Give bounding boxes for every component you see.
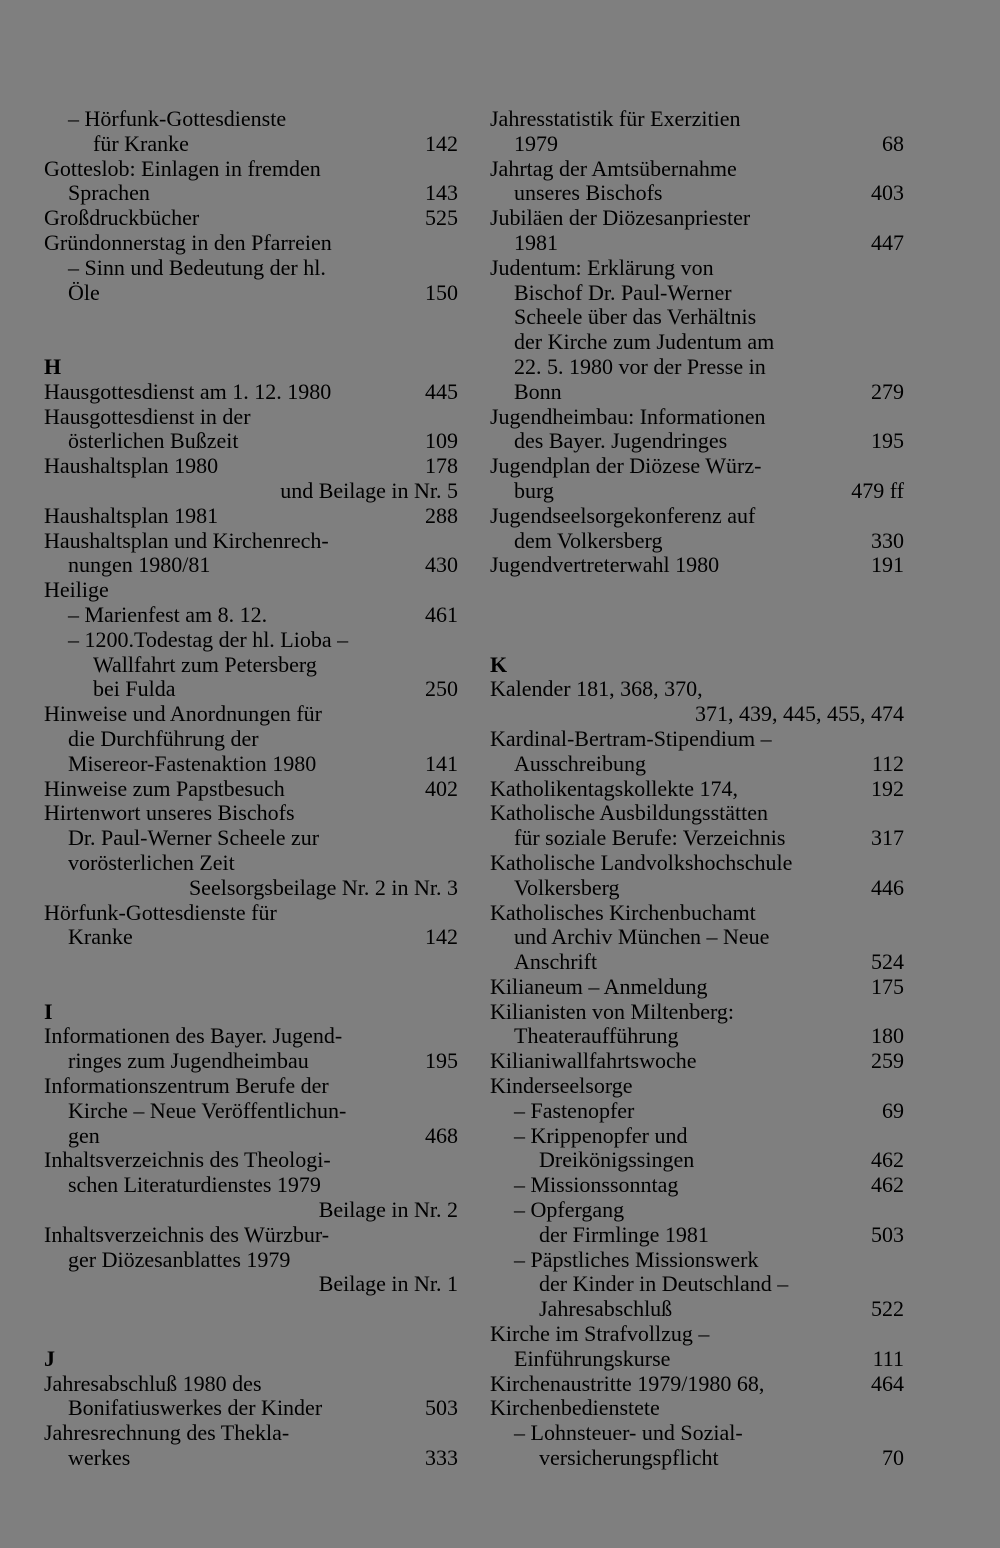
entry-text: Hörfunk-Gottesdienste für: [44, 899, 277, 925]
entry-text: und Archiv München – Neue: [514, 924, 770, 950]
index-entry-line: [490, 256, 904, 281]
entry-text: vorösterlichen Zeit: [68, 849, 235, 875]
index-entry-line: [44, 107, 458, 132]
entry-text: Jubiläen der Diözesanpriester: [490, 205, 751, 231]
index-entry-line: [44, 901, 458, 926]
index-entry-line: [44, 132, 458, 157]
index-entry-line: [490, 1272, 904, 1297]
entry-text: Theateraufführung: [514, 1023, 679, 1049]
index-entry-line: [490, 355, 904, 380]
entry-text: – Opfergang: [514, 1197, 625, 1223]
entry-text: Beilage in Nr. 1: [318, 1271, 458, 1297]
entry-text: der Firmlinge 1981: [539, 1221, 709, 1247]
entry-text: Bonn: [514, 378, 562, 404]
entry-text: Seelsorgsbeilage Nr. 2 in Nr. 3: [188, 874, 458, 900]
index-entry-line: [490, 1024, 904, 1049]
entry-text: Hausgottesdienst am 1. 12. 1980: [44, 378, 332, 404]
page-number: 468: [425, 1122, 458, 1148]
page-number: 522: [871, 1296, 904, 1322]
index-entry-line: [490, 1347, 904, 1372]
index-entry-line: [44, 578, 458, 603]
entry-text: Scheele über das Verhältnis: [514, 304, 757, 330]
page-number: 447: [871, 229, 904, 255]
page-number: 446: [871, 874, 904, 900]
index-entry-line: [490, 975, 904, 1000]
index-entry-line: [490, 405, 904, 430]
index-entry-line: [44, 801, 458, 826]
index-entry-line: [490, 1421, 904, 1446]
page-number: 143: [425, 180, 458, 206]
section-letter: J: [44, 1345, 55, 1371]
index-entry-line: [490, 901, 904, 926]
index-entry-line: [490, 876, 904, 901]
entry-text: die Durchführung der: [68, 725, 259, 751]
index-entry-line: [44, 677, 458, 702]
entry-text: österlichen Bußzeit: [68, 428, 239, 454]
page-number: 192: [871, 775, 904, 801]
spacer: [44, 975, 458, 1000]
page-number: 525: [425, 205, 458, 231]
entry-text: Anschrift: [514, 949, 598, 975]
index-entry-line: [44, 1272, 458, 1297]
index-entry-line: [490, 479, 904, 504]
entry-text: des Bayer. Jugendringes: [514, 428, 728, 454]
page-number: 330: [871, 527, 904, 553]
index-entry-line: [44, 826, 458, 851]
entry-text: Dr. Paul-Werner Scheele zur: [68, 825, 320, 851]
index-entry-line: [490, 1000, 904, 1025]
entry-text: gen: [68, 1122, 100, 1148]
index-entry-line: [490, 1297, 904, 1322]
entry-text: Volkersberg: [514, 874, 620, 900]
spacer: [490, 578, 904, 603]
entry-text: 1981: [514, 229, 558, 255]
entry-text: bei Fulda: [93, 676, 176, 702]
entry-text: und Beilage in Nr. 5: [280, 477, 458, 503]
entry-text: burg: [514, 477, 554, 503]
entry-text: Großdruckbücher: [44, 205, 200, 231]
index-entry-line: [490, 206, 904, 231]
index-entry-line: [490, 677, 904, 702]
entry-text: – Päpstliches Missionswerk: [514, 1246, 759, 1272]
index-entry-line: [44, 1223, 458, 1248]
entry-text: Gründonnerstag in den Pfarreien: [44, 229, 332, 255]
entry-text: Kilianiwallfahrtswoche: [490, 1048, 697, 1074]
entry-text: Hinweise zum Papstbesuch: [44, 775, 285, 801]
entry-text: dem Volkersberg: [514, 527, 663, 553]
page-number: 462: [871, 1147, 904, 1173]
index-entry-line: [44, 181, 458, 206]
entry-text: Bischof Dr. Paul-Werner: [514, 279, 732, 305]
entry-text: 371, 439, 445, 455, 474: [695, 701, 904, 727]
index-column-left: [44, 107, 458, 1471]
entry-text: ger Diözesanblattes 1979: [68, 1246, 291, 1272]
index-entry-line: [490, 1322, 904, 1347]
spacer: [44, 1297, 458, 1322]
page-number: 70: [882, 1445, 904, 1471]
entry-text: Einführungskurse: [514, 1345, 671, 1371]
index-entry-line: [44, 1446, 458, 1471]
index-entry-line: [44, 1198, 458, 1223]
index-entry-line: [44, 529, 458, 554]
section-letter-heading: [44, 1347, 458, 1372]
index-entry-line: [490, 925, 904, 950]
index-entry-line: [44, 157, 458, 182]
section-letter-heading: [490, 653, 904, 678]
page-number: 142: [425, 924, 458, 950]
index-entry-line: [490, 454, 904, 479]
entry-text: Jugendvertreterwahl 1980: [490, 552, 720, 578]
entry-text: – Lohnsteuer- und Sozial-: [514, 1420, 743, 1446]
entry-text: ringes zum Jugendheimbau: [68, 1048, 309, 1074]
index-entry-line: [490, 181, 904, 206]
index-entry-line: [490, 1198, 904, 1223]
entry-text: der Kirche zum Judentum am: [514, 329, 775, 355]
entry-text: Beilage in Nr. 2: [318, 1197, 458, 1223]
entry-text: – Fastenopfer: [514, 1097, 635, 1123]
entry-text: Heilige: [44, 577, 109, 603]
page-number: 68: [882, 130, 904, 156]
section-letter: H: [44, 353, 62, 379]
entry-text: Kranke: [68, 924, 133, 950]
entry-text: schen Literaturdienstes 1979: [68, 1172, 321, 1198]
index-entry-line: [490, 380, 904, 405]
index-entry-line: [44, 1074, 458, 1099]
entry-text: Hausgottesdienst in der: [44, 403, 251, 429]
entry-text: – Sinn und Bedeutung der hl.: [68, 254, 326, 280]
entry-text: Kirche – Neue Veröffentlichun-: [68, 1097, 347, 1123]
entry-text: Jahresabschluß 1980 des: [44, 1370, 262, 1396]
index-entry-line: [490, 1248, 904, 1273]
page-number: 180: [871, 1023, 904, 1049]
index-entry-line: [44, 1372, 458, 1397]
index-entry-line: [44, 1024, 458, 1049]
entry-text: Kirche im Strafvollzug –: [490, 1321, 710, 1347]
index-entry-line: [44, 231, 458, 256]
page-number: 69: [882, 1097, 904, 1123]
entry-text: Katholikentagskollekte 174,: [490, 775, 739, 801]
entry-text: – Krippenopfer und: [514, 1122, 688, 1148]
index-entry-line: [44, 1049, 458, 1074]
entry-text: Katholische Ausbildungsstätten: [490, 800, 769, 826]
page-number: 402: [425, 775, 458, 801]
index-entry-line: [44, 851, 458, 876]
page-number: 445: [425, 378, 458, 404]
index-entry-line: [44, 702, 458, 727]
index-entry-line: [44, 1173, 458, 1198]
entry-text: Kirchenbedienstete: [490, 1395, 660, 1421]
index-entry-line: [44, 206, 458, 231]
index-entry-line: [490, 1223, 904, 1248]
page-number: 461: [425, 601, 458, 627]
entry-text: Jahrtag der Amtsübernahme: [490, 155, 737, 181]
page-number: 178: [425, 453, 458, 479]
entry-text: der Kinder in Deutschland –: [539, 1271, 789, 1297]
entry-text: Informationen des Bayer. Jugend-: [44, 1023, 343, 1049]
entry-text: Kilianeum – Anmeldung: [490, 973, 708, 999]
entry-text: Wallfahrt zum Petersberg: [93, 651, 317, 677]
section-letter-heading: [44, 1000, 458, 1025]
entry-text: Jugendheimbau: Informationen: [490, 403, 766, 429]
entry-text: 1979: [514, 130, 558, 156]
index-entry-line: [44, 777, 458, 802]
index-entry-line: [490, 1372, 904, 1397]
index-entry-line: [490, 529, 904, 554]
entry-text: Öle: [68, 279, 100, 305]
index-entry-line: [490, 752, 904, 777]
entry-text: Hirtenwort unseres Bischofs: [44, 800, 295, 826]
page-number: 464: [871, 1370, 904, 1396]
page-number: 250: [425, 676, 458, 702]
index-entry-line: [490, 1396, 904, 1421]
page-number: 524: [871, 949, 904, 975]
entry-text: 22. 5. 1980 vor der Presse in: [514, 353, 766, 379]
index-entry-line: [44, 454, 458, 479]
index-entry-line: [44, 281, 458, 306]
page-number: 142: [425, 130, 458, 156]
entry-text: Katholisches Kirchenbuchamt: [490, 899, 756, 925]
page-number: 191: [871, 552, 904, 578]
entry-text: Informationszentrum Berufe der: [44, 1073, 329, 1099]
index-entry-line: [490, 1148, 904, 1173]
entry-text: Jahresabschluß: [539, 1296, 673, 1322]
entry-text: Judentum: Erklärung von: [490, 254, 714, 280]
entry-text: Inhaltsverzeichnis des Würzbur-: [44, 1221, 330, 1247]
page-number: 479 ff: [851, 477, 904, 503]
page-number: 112: [871, 750, 904, 776]
index-entry-line: [490, 1124, 904, 1149]
page-number: 503: [425, 1395, 458, 1421]
index-entry-line: [490, 231, 904, 256]
index-entry-line: [490, 727, 904, 752]
section-letter-heading: [44, 355, 458, 380]
spacer: [44, 950, 458, 975]
entry-text: unseres Bischofs: [514, 180, 663, 206]
index-entry-line: [490, 157, 904, 182]
index-column-right: [490, 107, 904, 1471]
index-entry-line: [44, 1396, 458, 1421]
entry-text: für soziale Berufe: Verzeichnis: [514, 825, 786, 851]
index-entry-line: [490, 1173, 904, 1198]
section-letter: I: [44, 998, 53, 1024]
entry-text: Hinweise und Anordnungen für: [44, 701, 323, 727]
index-entry-line: [44, 1099, 458, 1124]
entry-text: – Missionssonntag: [514, 1172, 679, 1198]
index-entry-line: [44, 1148, 458, 1173]
entry-text: Haushaltsplan 1980: [44, 453, 219, 479]
index-entry-line: [490, 777, 904, 802]
spacer: [44, 330, 458, 355]
index-entry-line: [490, 1074, 904, 1099]
entry-text: Kalender 181, 368, 370,: [490, 676, 703, 702]
index-entry-line: [44, 628, 458, 653]
index-entry-line: [490, 504, 904, 529]
entry-text: Dreikönigssingen: [539, 1147, 695, 1173]
entry-text: Misereor-Fastenaktion 1980: [68, 750, 317, 776]
spacer: [490, 603, 904, 628]
entry-text: Jugendseelsorgekonferenz auf: [490, 502, 756, 528]
index-entry-line: [490, 702, 904, 727]
index-entry-line: [44, 405, 458, 430]
index-entry-line: [490, 950, 904, 975]
page-number: 317: [871, 825, 904, 851]
index-entry-line: [44, 925, 458, 950]
index-entry-line: [44, 553, 458, 578]
page-number: 403: [871, 180, 904, 206]
entry-text: Sprachen: [68, 180, 150, 206]
entry-text: Kinderseelsorge: [490, 1073, 633, 1099]
entry-text: Haushaltsplan 1981: [44, 502, 219, 528]
page-number: 111: [872, 1345, 904, 1371]
page-number: 141: [425, 750, 458, 776]
page-number: 150: [425, 279, 458, 305]
index-entry-line: [490, 801, 904, 826]
index-entry-line: [44, 1421, 458, 1446]
page-number: 279: [871, 378, 904, 404]
index-entry-line: [490, 1099, 904, 1124]
page-number: 430: [425, 552, 458, 578]
index-entry-line: [490, 107, 904, 132]
index-entry-line: [490, 429, 904, 454]
entry-text: Inhaltsverzeichnis des Theologi-: [44, 1147, 331, 1173]
entry-text: für Kranke: [93, 130, 189, 156]
entry-text: nungen 1980/81: [68, 552, 211, 578]
entry-text: Haushaltsplan und Kirchenrech-: [44, 527, 329, 553]
index-entry-line: [44, 1248, 458, 1273]
entry-text: – Marienfest am 8. 12.: [68, 601, 268, 627]
index-entry-line: [44, 727, 458, 752]
index-entry-line: [490, 132, 904, 157]
entry-text: Jahresstatistik für Exerzitien: [490, 106, 741, 131]
index-entry-line: [44, 653, 458, 678]
page-number: 195: [871, 428, 904, 454]
page-number: 288: [425, 502, 458, 528]
entry-text: Jugendplan der Diözese Würz-: [490, 453, 762, 479]
index-entry-line: [44, 876, 458, 901]
index-entry-line: [44, 752, 458, 777]
index-entry-line: [490, 305, 904, 330]
entry-text: versicherungspflicht: [539, 1445, 719, 1471]
entry-text: – 1200.Todestag der hl. Lioba –: [68, 626, 349, 652]
index-entry-line: [490, 826, 904, 851]
index-entry-line: [44, 429, 458, 454]
index-entry-line: [44, 256, 458, 281]
entry-text: Kilianisten von Miltenberg:: [490, 998, 735, 1024]
page-number: 259: [871, 1048, 904, 1074]
page-number: 109: [425, 428, 458, 454]
index-entry-line: [44, 479, 458, 504]
entry-text: Jahresrechnung des Thekla-: [44, 1420, 290, 1446]
index-entry-line: [44, 380, 458, 405]
spacer: [44, 1322, 458, 1347]
page-number: 195: [425, 1048, 458, 1074]
index-entry-line: [44, 1124, 458, 1149]
spacer: [490, 628, 904, 653]
spacer: [44, 305, 458, 330]
index-entry-line: [490, 1446, 904, 1471]
page-number: 503: [871, 1221, 904, 1247]
index-entry-line: [490, 1049, 904, 1074]
page-number: 175: [871, 973, 904, 999]
entry-text: Kirchenaustritte 1979/1980 68,: [490, 1370, 765, 1396]
page-number: 462: [871, 1172, 904, 1198]
entry-text: Katholische Landvolkshochschule: [490, 849, 793, 875]
index-entry-line: [490, 330, 904, 355]
entry-text: werkes: [68, 1445, 131, 1471]
section-letter: K: [490, 651, 508, 677]
index-entry-line: [44, 603, 458, 628]
index-entry-line: [490, 281, 904, 306]
entry-text: – Hörfunk-Gottesdienste: [68, 106, 287, 131]
index-entry-line: [44, 504, 458, 529]
page-number: 333: [425, 1445, 458, 1471]
entry-text: Gotteslob: Einlagen in fremden: [44, 155, 321, 181]
index-entry-line: [490, 553, 904, 578]
index-entry-line: [490, 851, 904, 876]
entry-text: Ausschreibung: [514, 750, 646, 776]
entry-text: Kardinal-Bertram-Stipendium –: [490, 725, 772, 751]
entry-text: Bonifatiuswerkes der Kinder: [68, 1395, 323, 1421]
